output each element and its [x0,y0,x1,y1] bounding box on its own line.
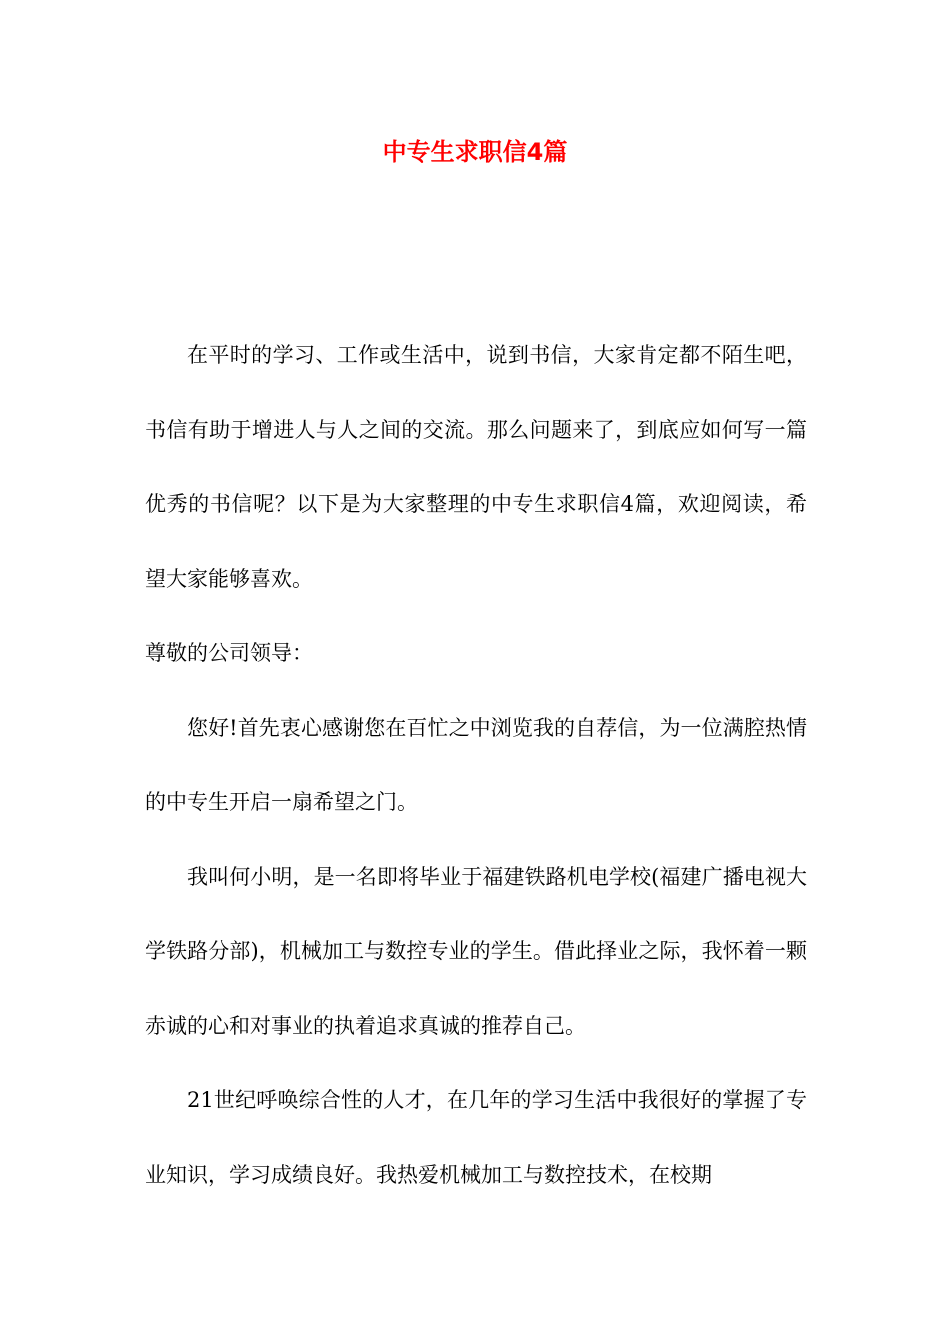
paragraph-salutation: 尊敬的公司领导： [145,641,313,665]
document-title: 中专生求职信4篇 [382,138,568,166]
paragraph-greeting: 您好!首先衷心感谢您在百忙之中浏览我的自荐信，为一位满腔热情的中专生开启一扇希望之门。 [145,715,807,814]
paragraph-self-introduction: 我叫何小明，是一名即将毕业于福建铁路机电学校(福建广播电视大学铁路分部)，机械加工与数控专业的学生。借此择业之际，我怀着一颗赤诚的心和对事业的执着追求真诚的推荐自己。 [145,864,807,1038]
paragraph-skills: 21世纪呼唤综合性的人才，在几年的学习生活中我很好的掌握了专业知识，学习成绩良好。我热爱机械加工与数控技术，在校期 [145,1088,807,1187]
paragraph-intro: 在平时的学习、工作或生活中，说到书信，大家肯定都不陌生吧，书信有助于增进人与人之间的交流。那么问题来了，到底应如何写一篇优秀的书信呢？以下是为大家整理的中专生求职信4篇，欢迎阅读，希望大家能够喜欢。 [145,343,807,591]
document-body [145,318,807,1212]
